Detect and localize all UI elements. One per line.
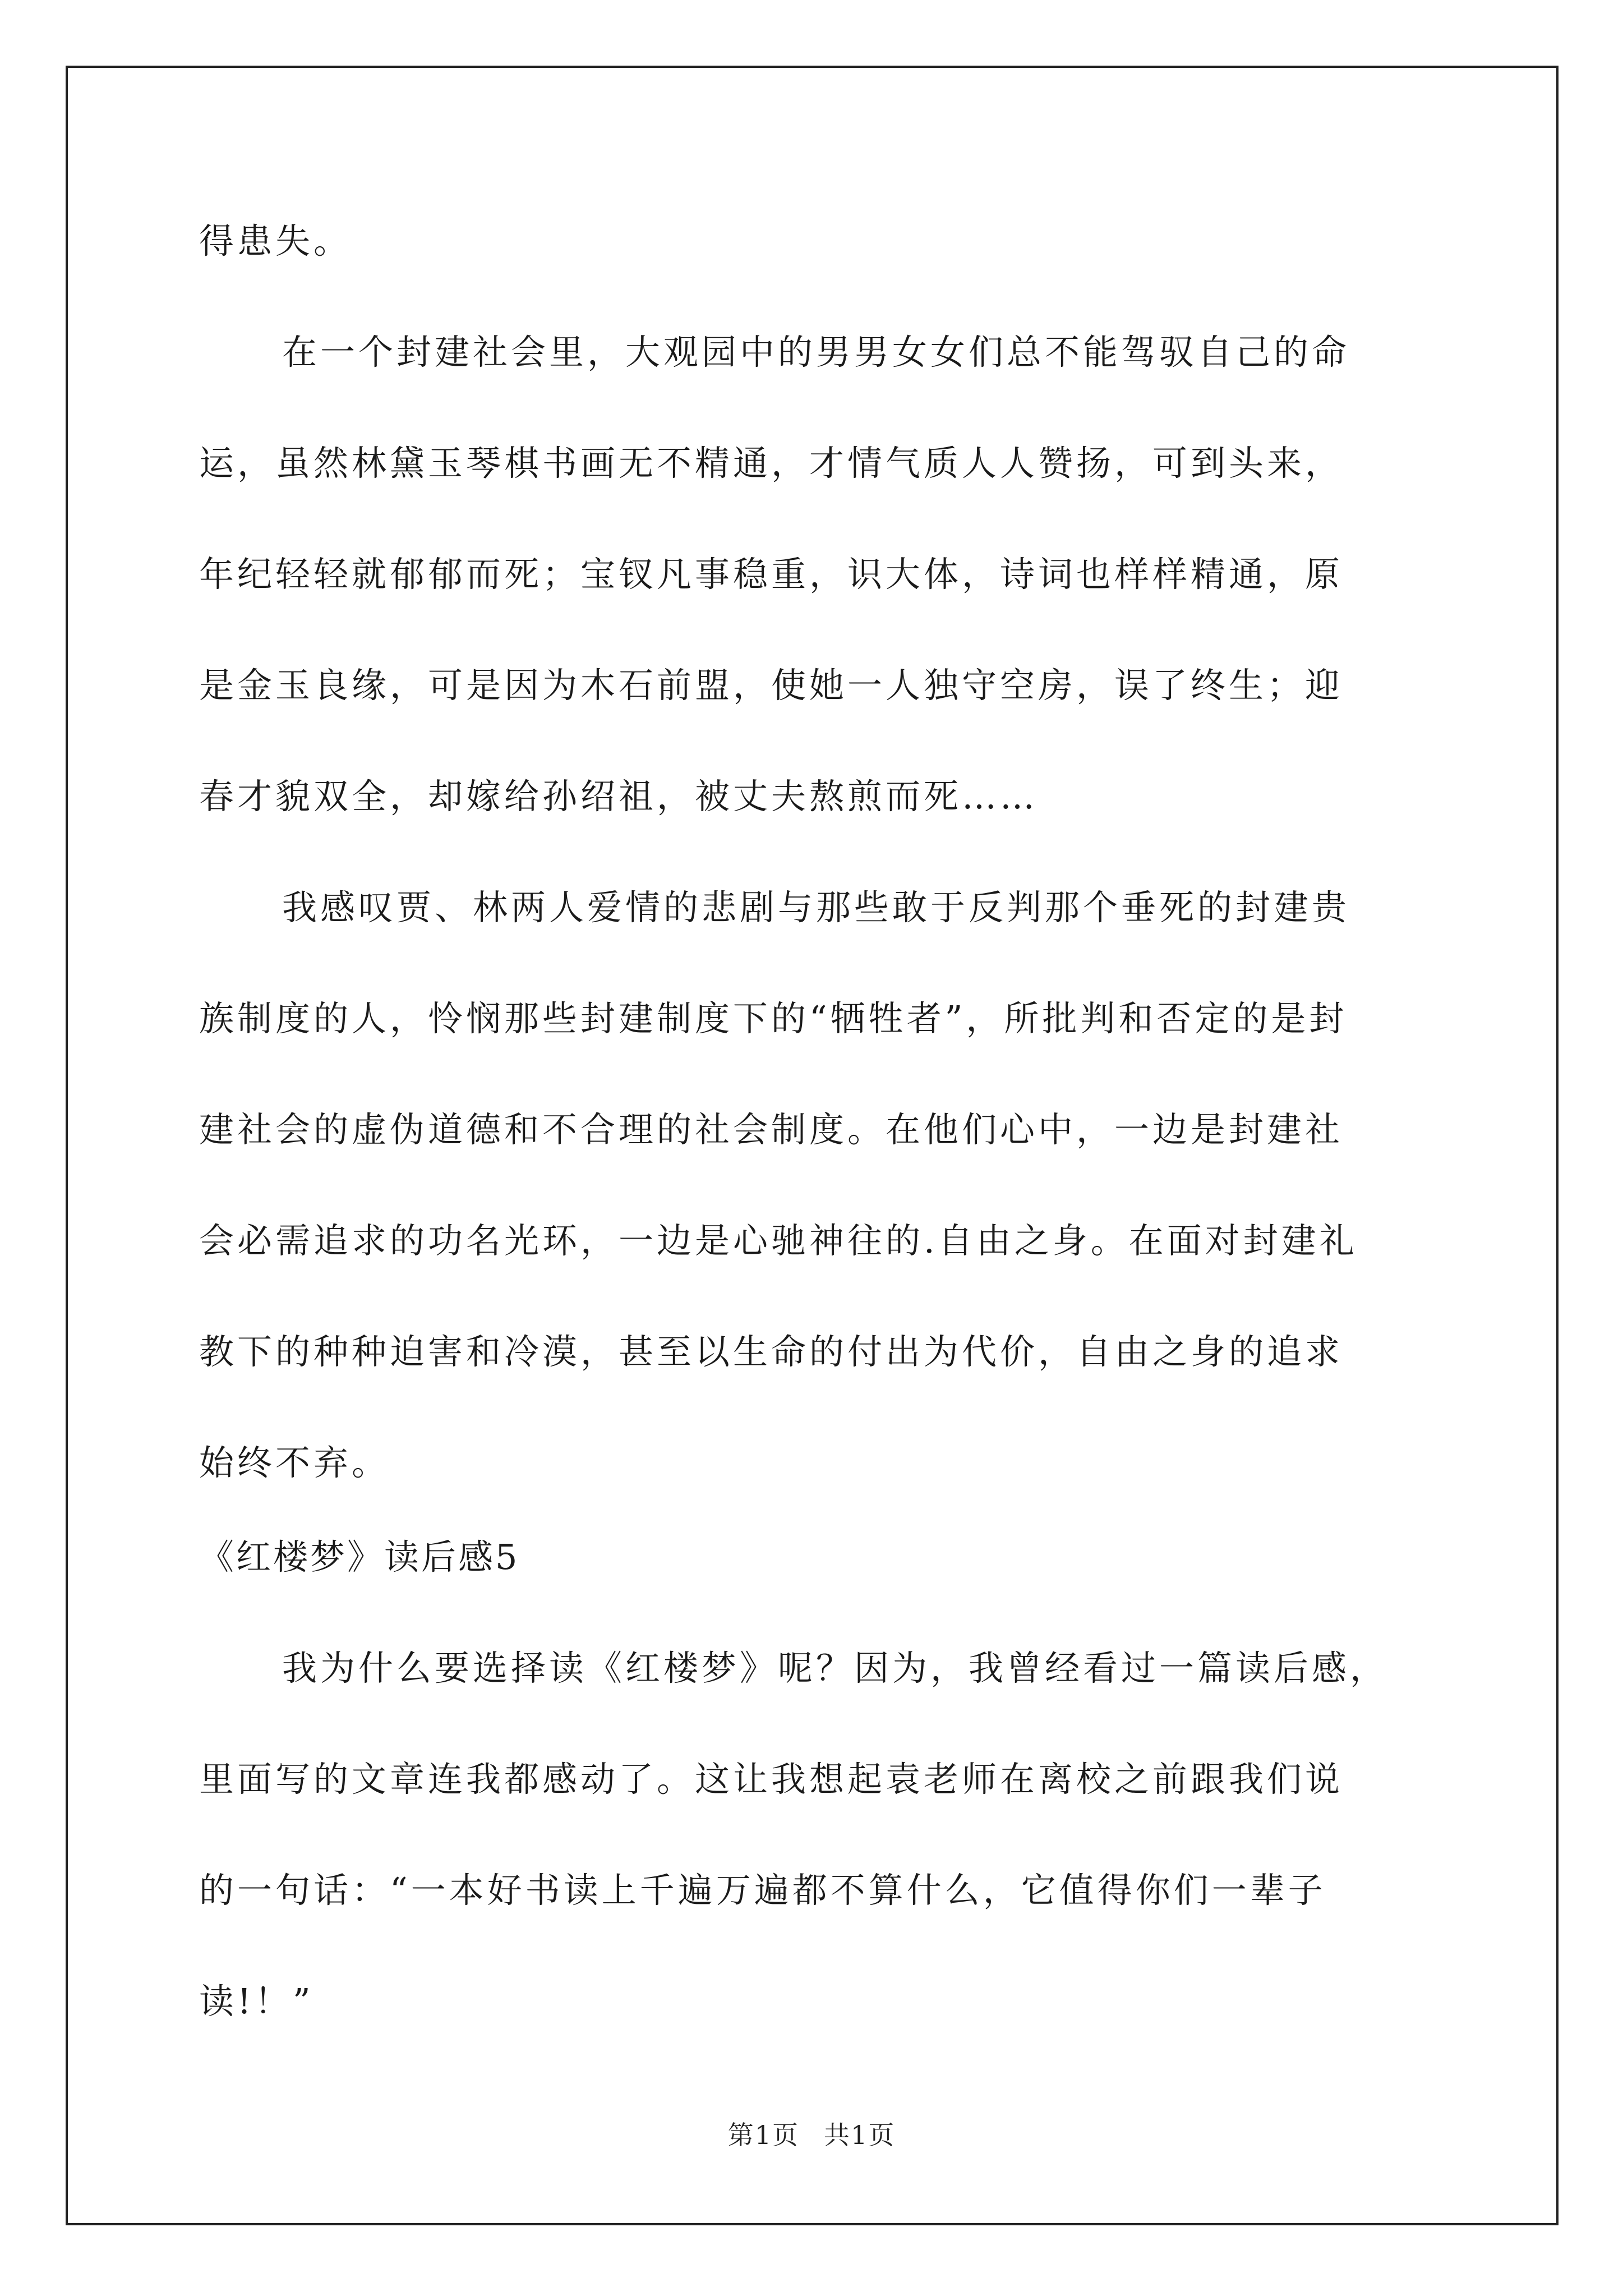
document-body [199, 213, 1433, 2030]
paragraph-line: 运，虽然林黛玉琴棋书画无不精通，才情气质人人赞扬，可到头来， [199, 443, 1344, 484]
section-heading: 《红楼梦》读后感5 [199, 1536, 520, 1577]
paragraph-line: 会必需追求的功名光环，一边是心驰神往的.自由之身。在面对封建礼 [199, 1220, 1358, 1261]
page-number: 第1页 [727, 2120, 799, 2150]
paragraph-line: 得患失。 [199, 220, 352, 261]
paragraph-line: 里面写的文章连我都感动了。这让我想起袁老师在离校之前跟我们说 [199, 1759, 1344, 1800]
paragraph-line: 我感叹贾、林两人爱情的悲剧与那些敢于反判那个垂死的封建贵 [282, 887, 1350, 928]
paragraph-line: 建社会的虚伪道德和不合理的社会制度。在他们心中，一边是封建社 [199, 1109, 1344, 1150]
paragraph-line: 年纪轻轻就郁郁而死；宝钗凡事稳重，识大体，诗词也样样精通，原 [199, 554, 1344, 595]
page-footer [0, 2115, 1623, 2152]
paragraph-line: 在一个封建社会里，大观园中的男男女女们总不能驾驭自己的命 [282, 332, 1350, 372]
paragraph-line: 始终不弃。 [199, 1442, 390, 1483]
paragraph-line: 的一句话：“一本好书读上千遍万遍都不算什么，它值得你们一辈子 [199, 1870, 1326, 1911]
paragraph-line: 是金玉良缘，可是因为木石前盟，使她一人独守空房，误了终生；迎 [199, 665, 1344, 706]
paragraph-line: 春才貌双全，却嫁给孙绍祖，被丈夫熬煎而死…… [199, 776, 1039, 817]
paragraph-line: 我为什么要选择读《红楼梦》呢？因为，我曾经看过一篇读后感， [282, 1648, 1389, 1688]
paragraph-line: 族制度的人，怜悯那些封建制度下的“牺牲者”，所批判和否定的是封 [199, 998, 1348, 1039]
paragraph-line: 教下的种种迫害和冷漠，甚至以生命的付出为代价，自由之身的追求 [199, 1331, 1344, 1372]
paragraph-line: 读!！” [199, 1981, 314, 2022]
page-total: 共1页 [824, 2120, 896, 2150]
